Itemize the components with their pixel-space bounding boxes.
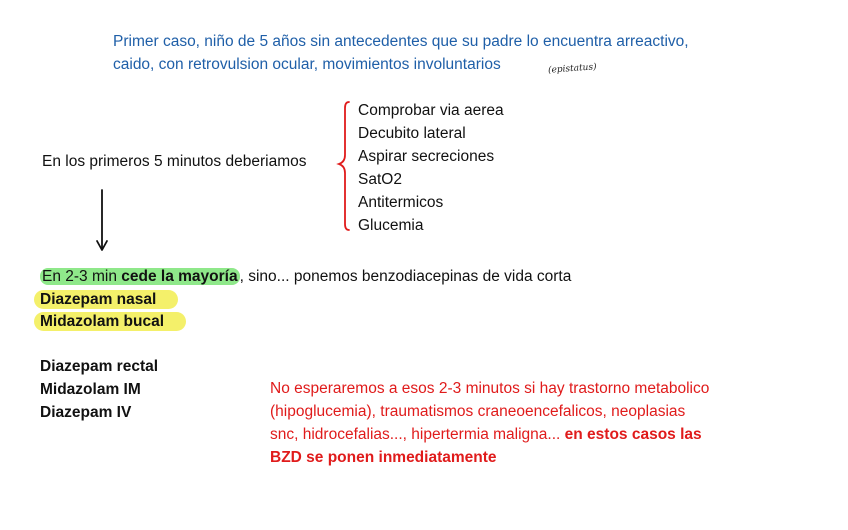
first-minutes-label: En los primeros 5 minutos deberiamos [42,153,307,170]
step-item: Decubito lateral [358,125,466,142]
alternative-item: Midazolam IM [40,381,141,398]
alternative-item: Diazepam IV [40,404,132,421]
handwritten-note: (epistatus) [547,62,597,76]
intro-line-2: caido, con retrovulsion ocular, movimientos involuntarios [113,56,501,73]
warning-line-1: No esperaremos a esos 2-3 minutos si hay trastorno metabolico [270,380,710,397]
red-brace-icon [336,100,352,232]
highlight-yellow: Midazolam bucal [34,312,186,331]
step-item: Glucemia [358,217,424,234]
warning-block [270,377,709,469]
benzo-option-2 [40,313,186,331]
highlight-yellow: Diazepam nasal [34,290,178,309]
step-item: SatO2 [358,171,402,188]
benzo-line: En 2-3 min cede la mayoría , sino... ponemos benzodiacepinas de vida corta [42,268,572,285]
warning-line-3: snc, hidrocefalias..., hipertermia maligna... en estos casos las [270,426,702,443]
benzo-option-1 [40,291,178,309]
warning-line-4: BZD se ponen inmediatamente [270,449,497,466]
alternatives-list [40,355,158,424]
down-arrow-icon [94,188,110,254]
step-item: Comprobar via aerea [358,102,504,119]
highlight-green: En 2-3 min cede la mayoría [42,268,238,285]
step-item: Antitermicos [358,194,444,211]
alternative-item: Diazepam rectal [40,358,159,375]
warning-line-2: (hipoglucemia), traumatismos craneoencefalicos, neoplasias [270,403,686,420]
intro-line-1: Primer caso, niño de 5 años sin antecedentes que su padre lo encuentra arreactivo, [113,33,689,50]
step-item: Aspirar secreciones [358,148,495,165]
steps-list [358,99,504,237]
